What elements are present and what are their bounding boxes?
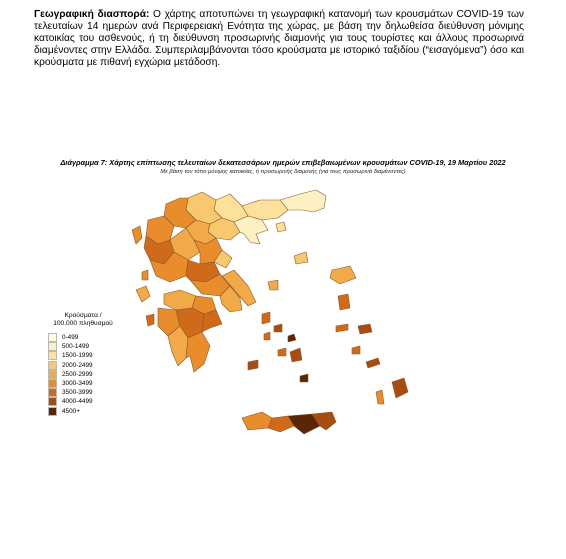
legend-label: 4000-4499 xyxy=(62,398,93,406)
legend-swatch xyxy=(48,397,57,406)
legend-swatch xyxy=(48,333,57,342)
region-lesvos xyxy=(330,266,356,284)
greece-choropleth-map xyxy=(130,186,530,446)
intro-lead: Γεωγραφική διασπορά: xyxy=(34,9,150,20)
figure-subtitle: Με βάση τον τόπο μόνιμης κατοικίας, ή προσωρινής διαμονής (για τους προσωρινά διαμένοντες) xyxy=(160,169,406,175)
region-mykonos xyxy=(288,334,296,342)
legend-item xyxy=(48,351,128,360)
region-rhodes xyxy=(392,378,408,398)
legend-label: 4500+ xyxy=(62,407,80,415)
legend-label: 3000-3499 xyxy=(62,380,93,388)
region-ikaria xyxy=(336,324,348,332)
region-karpathos xyxy=(376,390,384,404)
region-laconia xyxy=(186,332,210,372)
figure-title: Διάγραμμα 7: Χάρτης επίπτωσης τελευταίων δεκατεσσάρων ημερών επιβεβαιωμένων κρουσμάτων COVID-19, 19 Μαρτίου 2022 xyxy=(60,158,506,167)
legend-label: 2500-2999 xyxy=(62,370,93,378)
region-zakynthos xyxy=(146,314,154,326)
legend-swatch xyxy=(48,407,57,416)
legend-item xyxy=(48,370,128,379)
legend-label: 500-1499 xyxy=(62,343,90,351)
region-santorini xyxy=(300,374,308,382)
intro-paragraph xyxy=(34,9,524,69)
intro-text: Ο χάρτης αποτυπώνει τη γεωγραφική κατανομή των κρουσμάτων COVID-19 των τελευταίων 14 ημερών ανά Περιφερειακή Ενότητα της χώρας, με βάση την δηλωθείσα διεύθυνση μόνιμης κατοικίας του ασθενούς, ή τη διεύθυνση προσωρινής διαμονής για τους τουρίστες και άλλους προσωρινά διαμένοντες στην Ελλάδα. Συμπεριλαμβάνονται τόσο κρούσματα με ιστορικό ταξιδίου (“εισαγόμενα”) όσο και κρούσματα με πιθανή εγχώρια μετάδοση. xyxy=(34,9,524,69)
region-samos xyxy=(358,324,372,334)
legend-title-line-1: Κρούσματα / xyxy=(64,312,102,319)
region-andros xyxy=(262,312,270,324)
region-kos xyxy=(366,358,380,368)
region-limnos xyxy=(294,252,308,264)
region-chalkidiki xyxy=(234,216,268,244)
region-achaia xyxy=(164,290,196,310)
region-paros xyxy=(278,348,286,356)
legend-swatch xyxy=(48,370,57,379)
legend-title-line-2: 100.000 πληθυσμού xyxy=(53,320,113,327)
region-corfu xyxy=(132,226,142,244)
legend-swatch xyxy=(48,342,57,351)
legend-swatch xyxy=(48,351,57,360)
legend-label: 3500-3999 xyxy=(62,389,93,397)
region-naxos xyxy=(290,348,302,362)
legend-list xyxy=(48,333,128,416)
legend-item xyxy=(48,333,128,342)
map-legend xyxy=(38,312,128,416)
region-kalymnos xyxy=(352,346,360,354)
region-kefalonia xyxy=(136,286,150,302)
legend-swatch xyxy=(48,361,57,370)
legend-swatch xyxy=(48,388,57,397)
region-chania xyxy=(242,412,272,430)
legend-label: 2000-2499 xyxy=(62,361,93,369)
region-milos xyxy=(248,360,258,370)
legend-item xyxy=(48,342,128,351)
region-syros xyxy=(264,332,270,340)
legend-swatch xyxy=(48,379,57,388)
region-tinos xyxy=(274,324,282,332)
region-lefkada xyxy=(142,270,148,280)
legend-item xyxy=(48,397,128,406)
region-skyros xyxy=(268,280,278,290)
legend-item xyxy=(48,361,128,370)
region-thasos xyxy=(276,222,286,232)
legend-label: 0-499 xyxy=(62,334,79,342)
legend-item xyxy=(48,388,128,397)
legend-label: 1500-1999 xyxy=(62,352,93,360)
legend-item xyxy=(48,407,128,416)
legend-item xyxy=(48,379,128,388)
region-chios xyxy=(338,294,350,310)
